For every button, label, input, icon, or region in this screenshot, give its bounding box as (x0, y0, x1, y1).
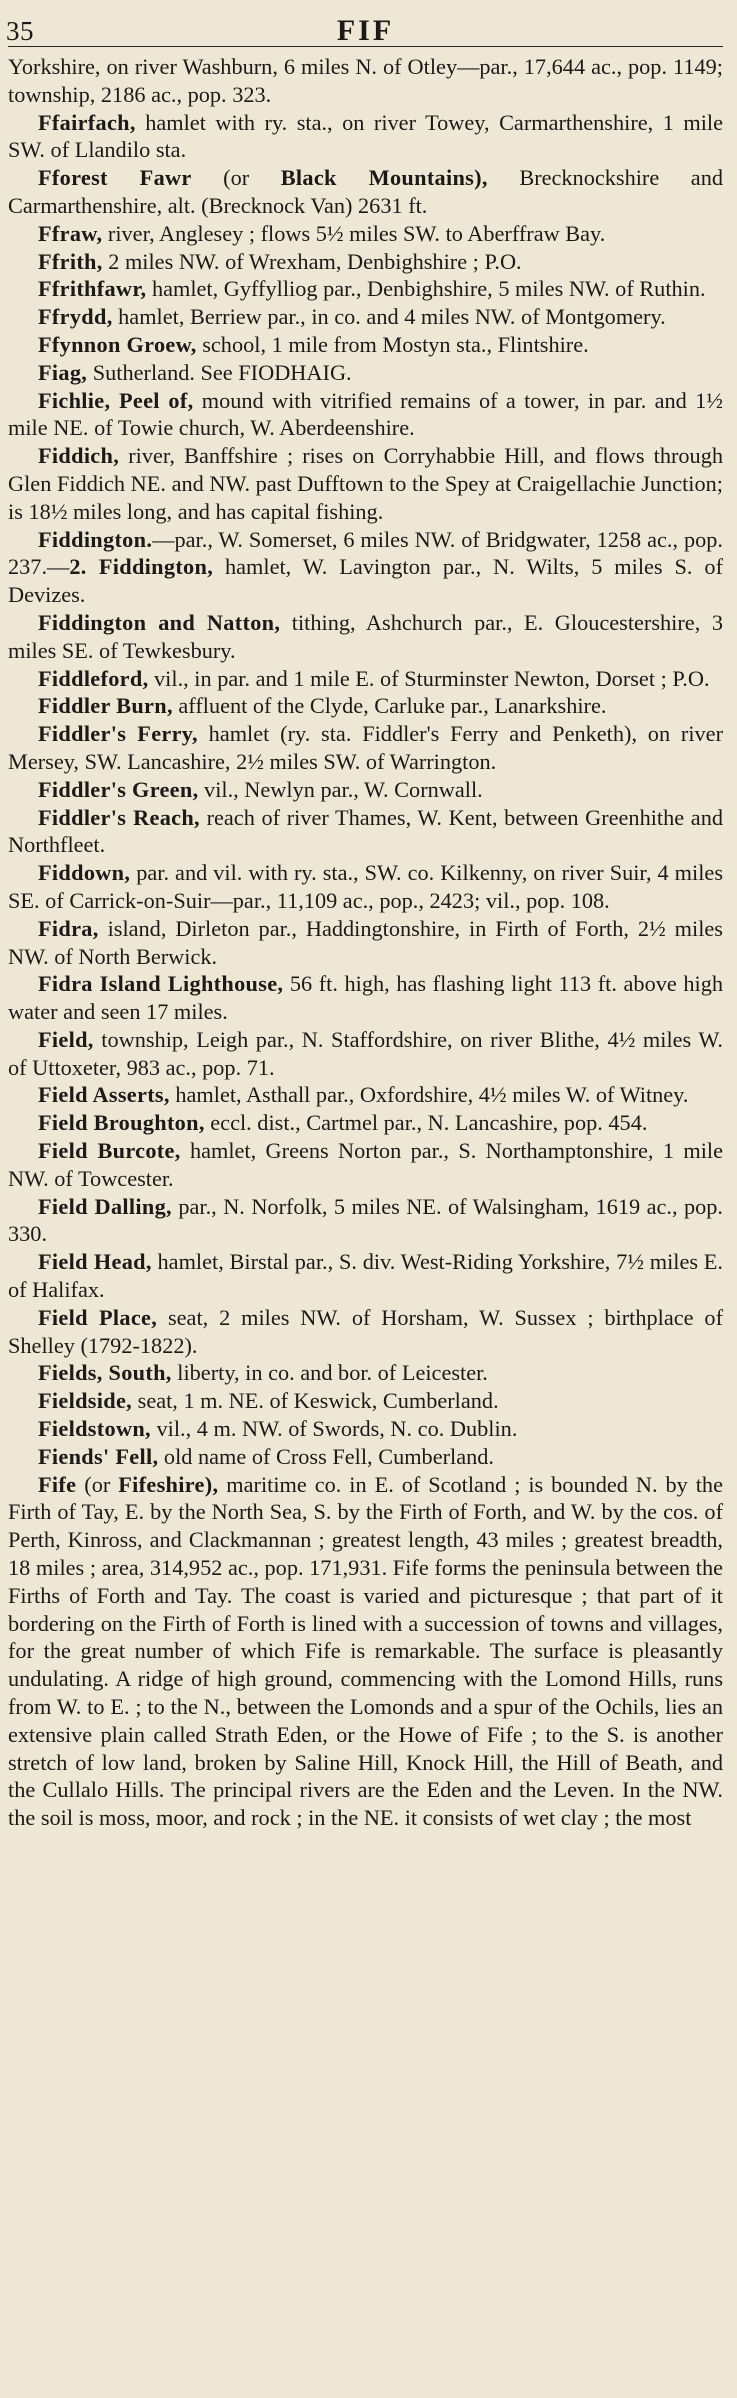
gazetteer-entry (8, 859, 723, 915)
entry-text: (or (191, 165, 281, 191)
gazetteer-entry (8, 776, 723, 804)
entry-headword: Fiddler's Green, (38, 776, 199, 802)
gazetteer-entry (8, 442, 723, 525)
entry-headword: Fforest Fawr (38, 165, 192, 191)
entry-text: (or (76, 1471, 119, 1497)
entry-text: reach of river Thames, W. Kent, between Greenhithe and Northfleet. (8, 804, 723, 858)
gazetteer-entry (8, 1415, 723, 1443)
entry-headword: Field Head, (38, 1249, 152, 1275)
entry-headword: Fieldstown, (38, 1416, 151, 1442)
entry-text: tithing, Ashchurch par., E. Gloucestershire, 3 miles SE. of Tewkesbury. (8, 609, 723, 663)
entry-headword: Fifeshire), (118, 1471, 219, 1497)
entry-headword: Fiends' Fell, (38, 1443, 159, 1469)
entry-headword: Fieldside, (38, 1388, 133, 1414)
entry-text: vil., Newlyn par., W. Cornwall. (198, 776, 483, 802)
entry-text: Brecknockshire and Carmarthenshire, alt. (Brecknock Van) 2631 ft. (8, 165, 723, 218)
page-header (8, 0, 723, 47)
entry-continuation (8, 53, 723, 109)
gazetteer-entry (8, 1137, 723, 1193)
entry-text: 2 miles NW. of Wrexham, Denbighshire ; P.O. (102, 248, 522, 274)
entry-text: Sutherland. See FIODHAIG. (87, 359, 352, 385)
entry-text: vil., 4 m. NW. of Swords, N. co. Dublin. (150, 1416, 518, 1442)
entry-text: island, Dirleton par., Haddingtonshire, in Firth of Forth, 2½ miles NW. of North Berwick. (8, 915, 723, 969)
entry-headword: Ffynnon Groew, (38, 331, 197, 357)
entry-headword: Fiddler's Reach, (38, 804, 200, 830)
entry-text: seat, 1 m. NE. of Keswick, Cumberland. (132, 1388, 499, 1414)
gazetteer-entry (8, 359, 723, 387)
entry-headword: Ffairfach, (38, 109, 136, 135)
entry-headword: Fidra, (38, 915, 99, 941)
gazetteer-entry (8, 1443, 723, 1471)
gazetteer-entry (8, 303, 723, 331)
entry-text: maritime co. in E. of Scotland ; is bounded N. by the Firth of Tay, E. by the North Sea, S. by the Firth of Forth, and W. by the cos. of Perth, Kinross, and Clackmannan ; greatest length, 43 miles ; greatest breadth, 18 miles ; area, 314,952 ac., pop. 171,931. Fife forms the peninsula between the Firths of Forth and Tay. The coast is varied and picturesque ; that part of it bordering on the Firth of Forth is lined with a succession of towns and villages, for the great number of which Fife is remarkable. The surface is pleasantly undulating. A ridge of high ground, commencing with the Lomond Hills, runs from W. to E. ; to the N., between the Lomonds and a spur of the Ochils, lies an extensive plain called Strath Eden, or the Howe of Fife ; to the S. is another stretch of low land, broken by Saline Hill, Knock Hill, the Hill of Beath, and the Cullalo Hills. The principal rivers are the Eden and the Leven. In the NW. the soil is moss, moor, and rock ; in the NE. it consists of wet clay ; the most (8, 1471, 723, 1831)
entry-text: eccl. dist., Cartmel par., N. Lancashire, pop. 454. (204, 1110, 648, 1136)
entry-headword: Black Mountains), (280, 165, 488, 191)
gazetteer-entry (8, 1109, 723, 1137)
entry-headword: Field Asserts, (38, 1082, 170, 1108)
entry-text: affluent of the Clyde, Carluke par., Lanarkshire. (172, 693, 607, 719)
entry-text: river, Banffshire ; rises on Corryhabbie Hill, and flows through Glen Fiddich NE. and NW. past Dufftown to the Spey at Craigellachie Junction; is 18½ miles long, and has capital fishing. (8, 443, 723, 524)
entry-text: hamlet (ry. sta. Fiddler's Ferry and Penketh), on river Mersey, SW. Lancashire, 2½ miles SW. of Warrington. (8, 721, 723, 774)
entry-text: hamlet, Asthall par., Oxfordshire, 4½ miles W. of Witney. (169, 1082, 689, 1108)
entry-headword: Field Place, (38, 1304, 158, 1330)
entry-headword: Fiddown, (38, 860, 131, 886)
entry-text: 56 ft. high, has flashing light 113 ft. above high water and seen 17 miles. (8, 971, 723, 1025)
gazetteer-entry (8, 609, 723, 665)
entry-headword: 2. Fiddington, (69, 554, 214, 580)
entry-text: school, 1 mile from Mostyn sta., Flintshire. (196, 331, 589, 357)
running-head: FIF (336, 14, 395, 47)
entry-headword: Fiddington. (38, 526, 153, 552)
entry-headword: Fiddleford, (38, 665, 149, 691)
entry-headword: Ffrithfawr, (38, 276, 147, 302)
gazetteer-entry (8, 1248, 723, 1304)
entry-text: hamlet, Berriew par., in co. and 4 miles NW. of Montgomery. (112, 304, 666, 330)
entry-headword: Fife (38, 1471, 77, 1497)
entry-text: seat, 2 miles NW. of Horsham, W. Sussex ; birthplace of Shelley (1792-1822). (8, 1304, 723, 1358)
entry-headword: Field, (38, 1026, 94, 1052)
entry-list (8, 53, 723, 1832)
entry-headword: Ffrydd, (38, 304, 113, 330)
entry-headword: Fichlie, Peel of, (38, 387, 194, 413)
gazetteer-entry (8, 1387, 723, 1415)
gazetteer-entry (8, 665, 723, 693)
entry-headword: Fiddich, (38, 443, 120, 469)
entry-text: river, Anglesey ; flows 5½ miles SW. to Aberffraw Bay. (102, 220, 606, 246)
entry-headword: Field Broughton, (38, 1110, 205, 1136)
entry-text: vil., in par. and 1 mile E. of Sturminster Newton, Dorset ; P.O. (148, 665, 710, 691)
entry-text: township, Leigh par., N. Staffordshire, on river Blithe, 4½ miles W. of Uttoxeter, 983 ac., pop. 71. (8, 1026, 723, 1080)
page-number: 35 (6, 16, 34, 46)
gazetteer-entry (8, 804, 723, 860)
entry-headword: Ffrith, (38, 248, 103, 274)
entry-headword: Ffraw, (38, 220, 103, 246)
entry-text: —par., W. Somerset, 6 miles NW. of Bridgwater, 1258 ac., pop. 237.— (8, 526, 723, 580)
entry-text: Yorkshire, on river Washburn, 6 miles N. of Otley—par., 17,644 ac., pop. 1149; township, 2186 ac., pop. 323. (8, 54, 723, 107)
entry-text: par., N. Norfolk, 5 miles NE. of Walsingham, 1619 ac., pop. 330. (8, 1193, 723, 1247)
entry-text: hamlet, Gyffylliog par., Denbighshire, 5 miles NW. of Ruthin. (146, 276, 706, 302)
entry-headword: Fields, South, (38, 1360, 172, 1386)
entry-text: old name of Cross Fell, Cumberland. (158, 1443, 494, 1469)
gazetteer-entry (8, 109, 723, 165)
entry-headword: Field Burcote, (38, 1138, 181, 1164)
gazetteer-entry (8, 1193, 723, 1249)
gazetteer-entry (8, 1359, 723, 1387)
gazetteer-entry (8, 526, 723, 609)
entry-headword: Fiddington and Natton, (38, 609, 281, 635)
gazetteer-entry (8, 1304, 723, 1360)
gazetteer-entry (8, 1471, 723, 1832)
entry-text: hamlet, Birstal par., S. div. West-Riding Yorkshire, 7½ miles E. of Halifax. (8, 1249, 724, 1303)
entry-text: par. and vil. with ry. sta., SW. co. Kilkenny, on river Suir, 4 miles SE. of Carrick-on-Suir—par., 11,109 ac., pop., 2423; vil., pop. 108. (8, 860, 723, 913)
entry-headword: Fiddler's Ferry, (38, 721, 198, 747)
gazetteer-entry (8, 164, 723, 220)
gazetteer-entry (8, 387, 723, 443)
entry-text: mound with vitrified remains of a tower, in par. and 1½ mile NE. of Towie church, W. Aberdeenshire. (8, 387, 723, 441)
gazetteer-entry (8, 331, 723, 359)
entry-text: hamlet, Greens Norton par., S. Northamptonshire, 1 mile NW. of Towcester. (8, 1138, 723, 1191)
gazetteer-entry (8, 692, 723, 720)
gazetteer-entry (8, 1081, 723, 1109)
gazetteer-entry (8, 1026, 723, 1082)
entry-headword: Fiag, (38, 359, 88, 385)
gazetteer-entry (8, 275, 723, 303)
gazetteer-entry (8, 915, 723, 971)
gazetteer-entry (8, 720, 723, 776)
entry-text: liberty, in co. and bor. of Leicester. (171, 1360, 488, 1386)
entry-headword: Fiddler Burn, (38, 693, 173, 719)
entry-text: hamlet with ry. sta., on river Towey, Carmarthenshire, 1 mile SW. of Llandilo sta. (8, 109, 723, 163)
entry-headword: Fidra Island Lighthouse, (38, 971, 284, 997)
entry-text: hamlet, W. Lavington par., N. Wilts, 5 miles S. of Devizes. (8, 554, 723, 608)
gazetteer-entry (8, 970, 723, 1026)
entry-headword: Field Dalling, (38, 1193, 172, 1219)
gazetteer-entry (8, 220, 723, 248)
gazetteer-entry (8, 248, 723, 276)
